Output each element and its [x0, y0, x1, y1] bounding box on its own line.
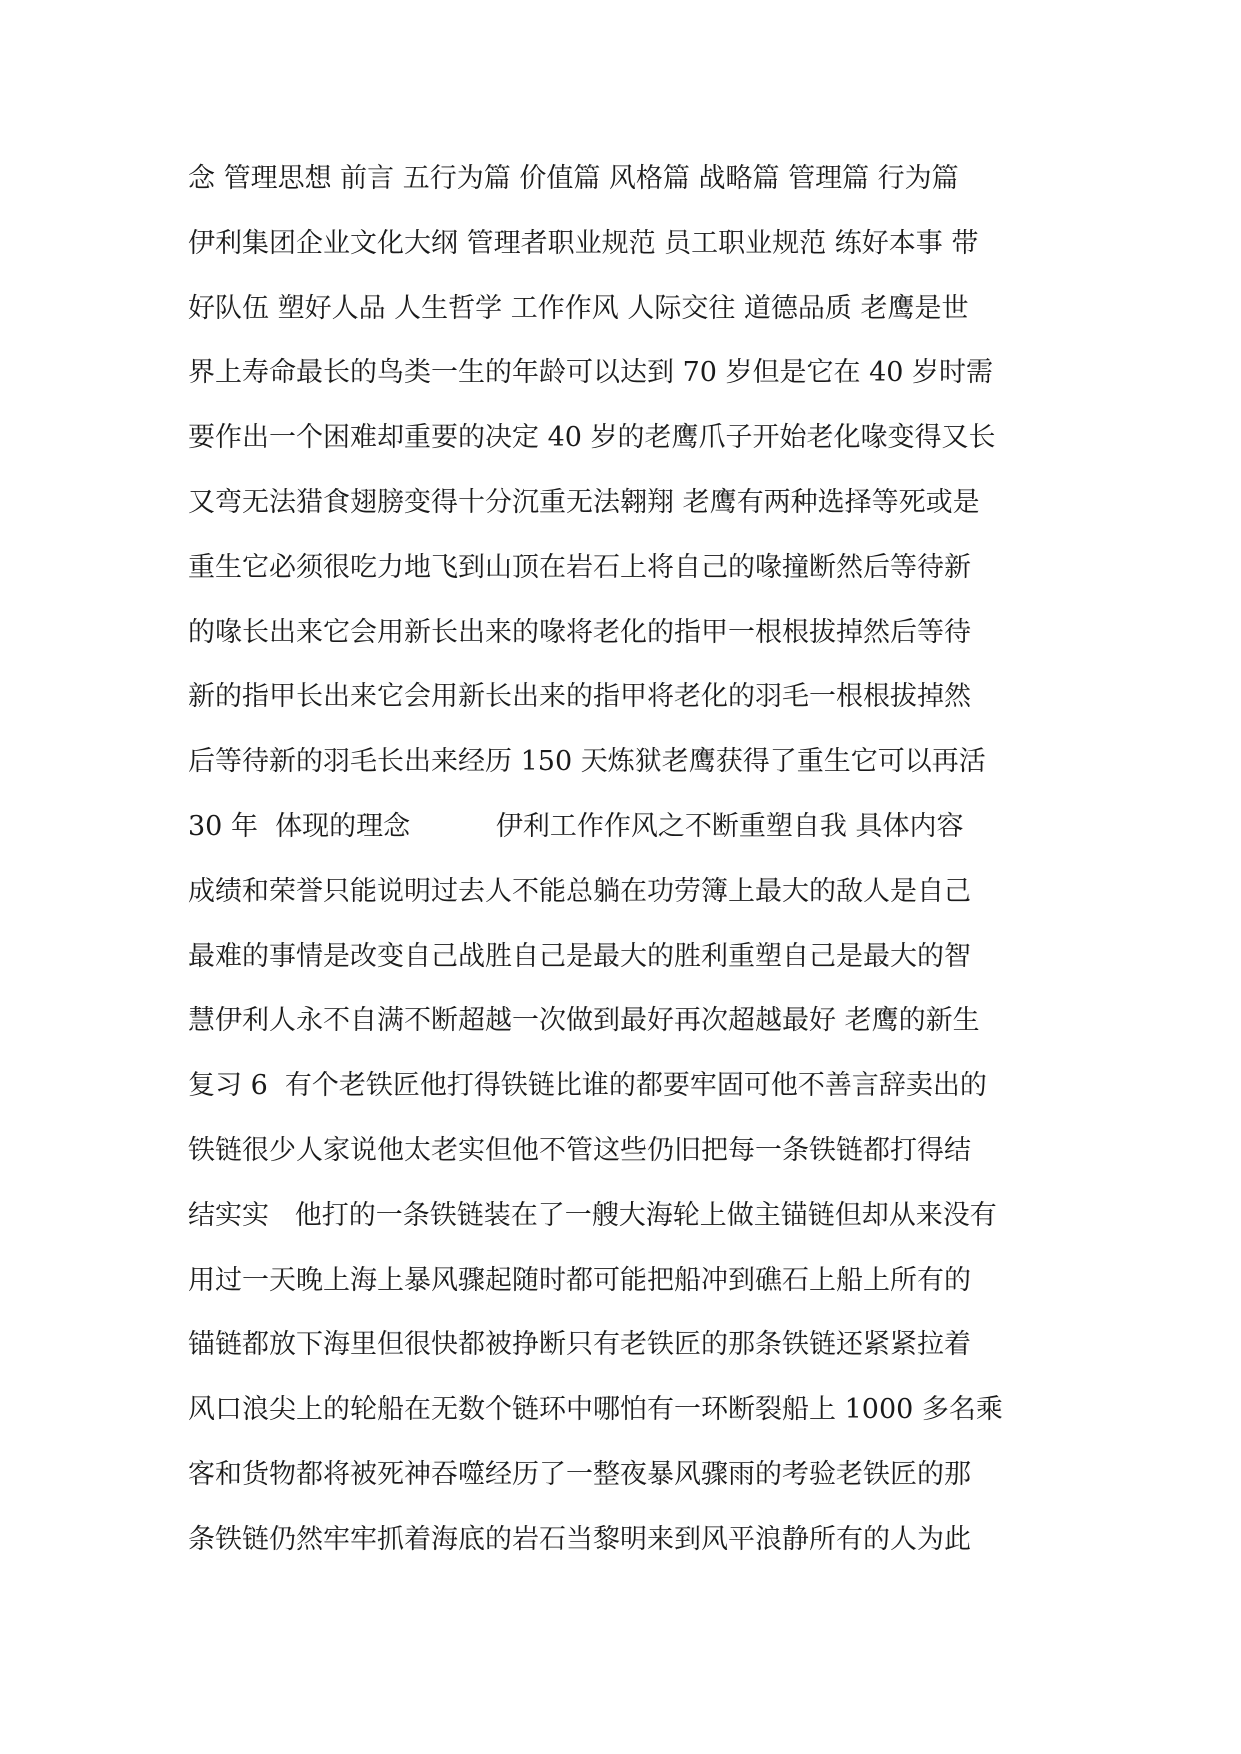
text-line: 客和货物都将被死神吞噬经历了一整夜暴风骤雨的考验老铁匠的那: [188, 1458, 971, 1490]
text-line: 新的指甲长出来它会用新长出来的指甲将老化的羽毛一根根拔掉然: [188, 681, 971, 713]
text-line: 风口浪尖上的轮船在无数个链环中哪怕有一环断裂船上 1000 多名乘: [188, 1394, 1003, 1426]
text-line: 伊利集团企业文化大纲 管理者职业规范 员工职业规范 练好本事 带: [188, 227, 979, 259]
text-line: 结实实 他打的一条铁链装在了一艘大海轮上做主锚链但却从来没有: [188, 1199, 997, 1231]
text-line: 成绩和荣誉只能说明过去人不能总躺在功劳簿上最大的敌人是自己: [188, 875, 971, 907]
text-line: 铁链很少人家说他太老实但他不管这些仍旧把每一条铁链都打得结: [188, 1134, 971, 1166]
text-line: 念 管理思想 前言 五行为篇 价值篇 风格篇 战略篇 管理篇 行为篇: [188, 163, 959, 194]
text-line: 锚链都放下海里但很快都被挣断只有老铁匠的那条铁链还紧紧拉着: [188, 1329, 971, 1361]
text-line: 要作出一个困难却重要的决定 40 岁的老鹰爪子开始老化喙变得又长: [188, 422, 996, 454]
text-line: 好队伍 塑好人品 人生哲学 工作作风 人际交往 道德品质 老鹰是世: [188, 292, 969, 324]
text-line: 又弯无法猎食翅膀变得十分沉重无法翱翔 老鹰有两种选择等死或是: [188, 486, 980, 518]
text-line: 慧伊利人永不自满不断超越一次做到最好再次超越最好 老鹰的新生: [188, 1005, 980, 1037]
text-line: 重生它必须很吃力地飞到山顶在岩石上将自己的喙撞断然后等待新: [188, 551, 971, 583]
text-line: 用过一天晚上海上暴风骤起随时都可能把船冲到礁石上船上所有的: [188, 1264, 971, 1296]
text-line: 复习 6 有个老铁匠他打得铁链比谁的都要牢固可他不善言辞卖出的: [188, 1070, 987, 1102]
text-line: 的喙长出来它会用新长出来的喙将老化的指甲一根根拔掉然后等待: [188, 616, 971, 648]
text-line: 30 年 体现的理念 伊利工作作风之不断重塑自我 具体内容: [188, 810, 964, 842]
text-line: 后等待新的羽毛长出来经历 150 天炼狱老鹰获得了重生它可以再活: [188, 746, 986, 778]
text-line: 最难的事情是改变自己战胜自己是最大的胜利重塑自己是最大的智: [188, 940, 971, 972]
body-text: [188, 160, 1068, 1586]
text-line: 条铁链仍然牢牢抓着海底的岩石当黎明来到风平浪静所有的人为此: [188, 1523, 971, 1555]
text-line: 界上寿命最长的鸟类一生的年龄可以达到 70 岁但是它在 40 岁时需: [188, 357, 994, 389]
